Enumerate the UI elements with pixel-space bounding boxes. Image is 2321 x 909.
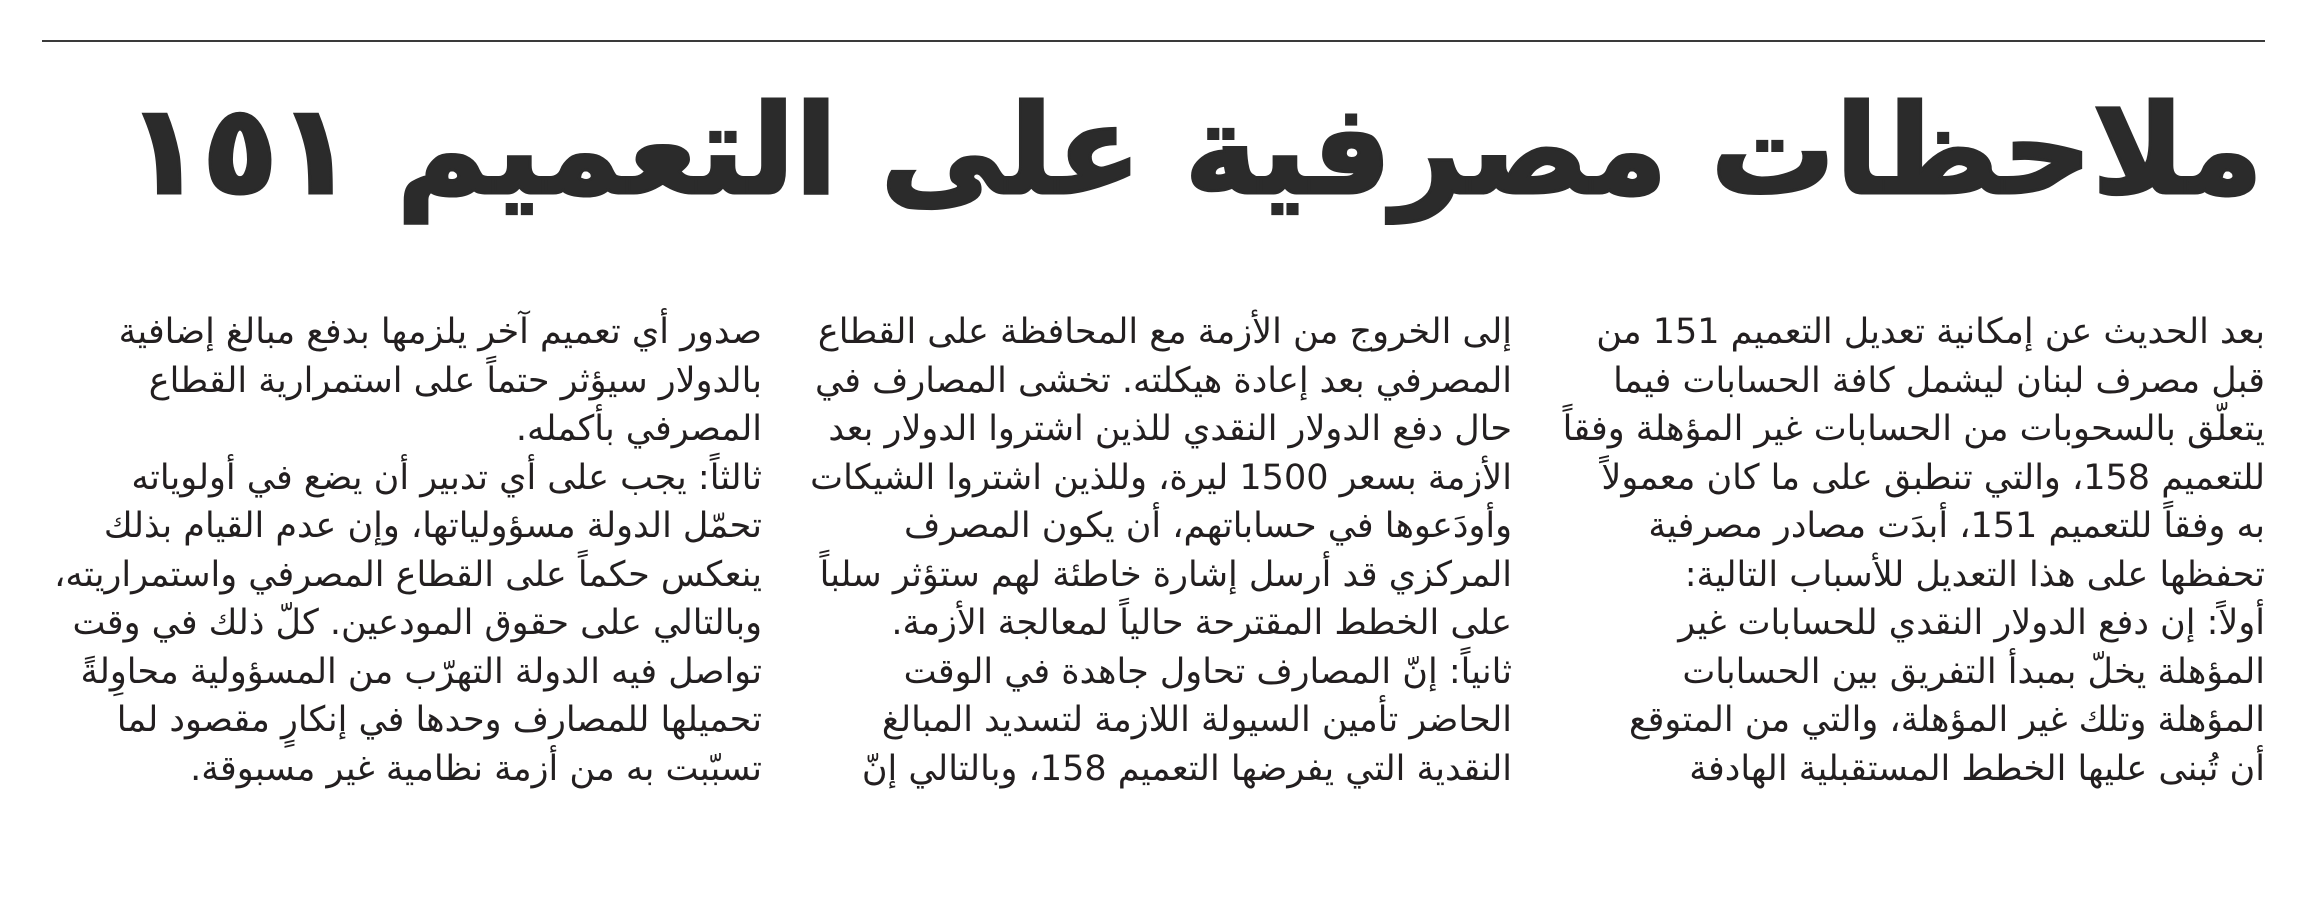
paragraph-point-three: ثالثاً: يجب على أي تدبير أن يضع في أولوياته تحمّل الدولة مسؤولياتها، وإن عدم القيام بذلك ينعكس حكماً على القطاع المصرفي واستمراريته، وبالتالي على حقوق المودعين. كلّ ذلك في وقت تواصل فيه الدولة التهرّب من المسؤولية محاوِلةً تحميلها للمصارف وحدها في إنكارٍ مقصود لما تسبّبت به من أزمة نظامية غير مسبوقة. xyxy=(54,457,762,789)
paragraph-point-two-continued: صدور أي تعميم آخر يلزمها بدفع مبالغ إضافية بالدولار سيؤثر حتماً على استمرارية القطاع المصرفي بأكمله. xyxy=(118,312,762,449)
paragraph-point-two: ثانياً: إنّ المصارف تحاول جاهدة في الوقت الحاضر تأمين السيولة اللازمة لتسديد المبالغ النقدية التي يفرضها التعميم 158، وبالتالي إنّ xyxy=(861,651,1512,789)
article-column-left xyxy=(42,308,762,793)
top-rule xyxy=(42,40,2265,42)
paragraph-point-one-continued: إلى الخروج من الأزمة مع المحافظة على القطاع المصرفي بعد إعادة هيكلته. تخشى المصارف في حال دفع الدولار النقدي للذين اشتروا الدولار بعد الأزمة بسعر 1500 ليرة، وللذين اشتروا الشيكات وأودَعوها في حساباتهم، أن يكون المصرف المركزي قد أرسل إشارة خاطئة لهم ستؤثر سلباً على الخطط المقترحة حالياً لمعالجة الأزمة. xyxy=(810,312,1512,643)
article-headline: ملاحظات مصرفية على التعميم ١٥١ xyxy=(126,79,2263,223)
article-body xyxy=(42,308,2265,868)
paragraph-point-one: أولاً: إن دفع الدولار النقدي للحسابات غير المؤهلة يخلّ بمبدأ التفريق بين الحسابات المؤهلة وتلك غير المؤهلة، والتي من المتوقع أن تُبنى عليها الخطط المستقبلية الهادفة xyxy=(1628,603,2265,789)
article-column-middle xyxy=(792,308,1512,793)
article-column-right xyxy=(1545,308,2265,793)
paragraph-intro: بعد الحديث عن إمكانية تعديل التعميم 151 من قبل مصرف لبنان ليشمل كافة الحسابات فيما يتعلّق بالسحوبات من الحسابات غير المؤهلة وفقاً للتعميم 158، والتي تنطبق على ما كان معمولاً به وفقاً للتعميم 151، أبدَت مصادر مصرفية تحفظها على هذا التعديل للأسباب التالية: xyxy=(1562,312,2265,595)
